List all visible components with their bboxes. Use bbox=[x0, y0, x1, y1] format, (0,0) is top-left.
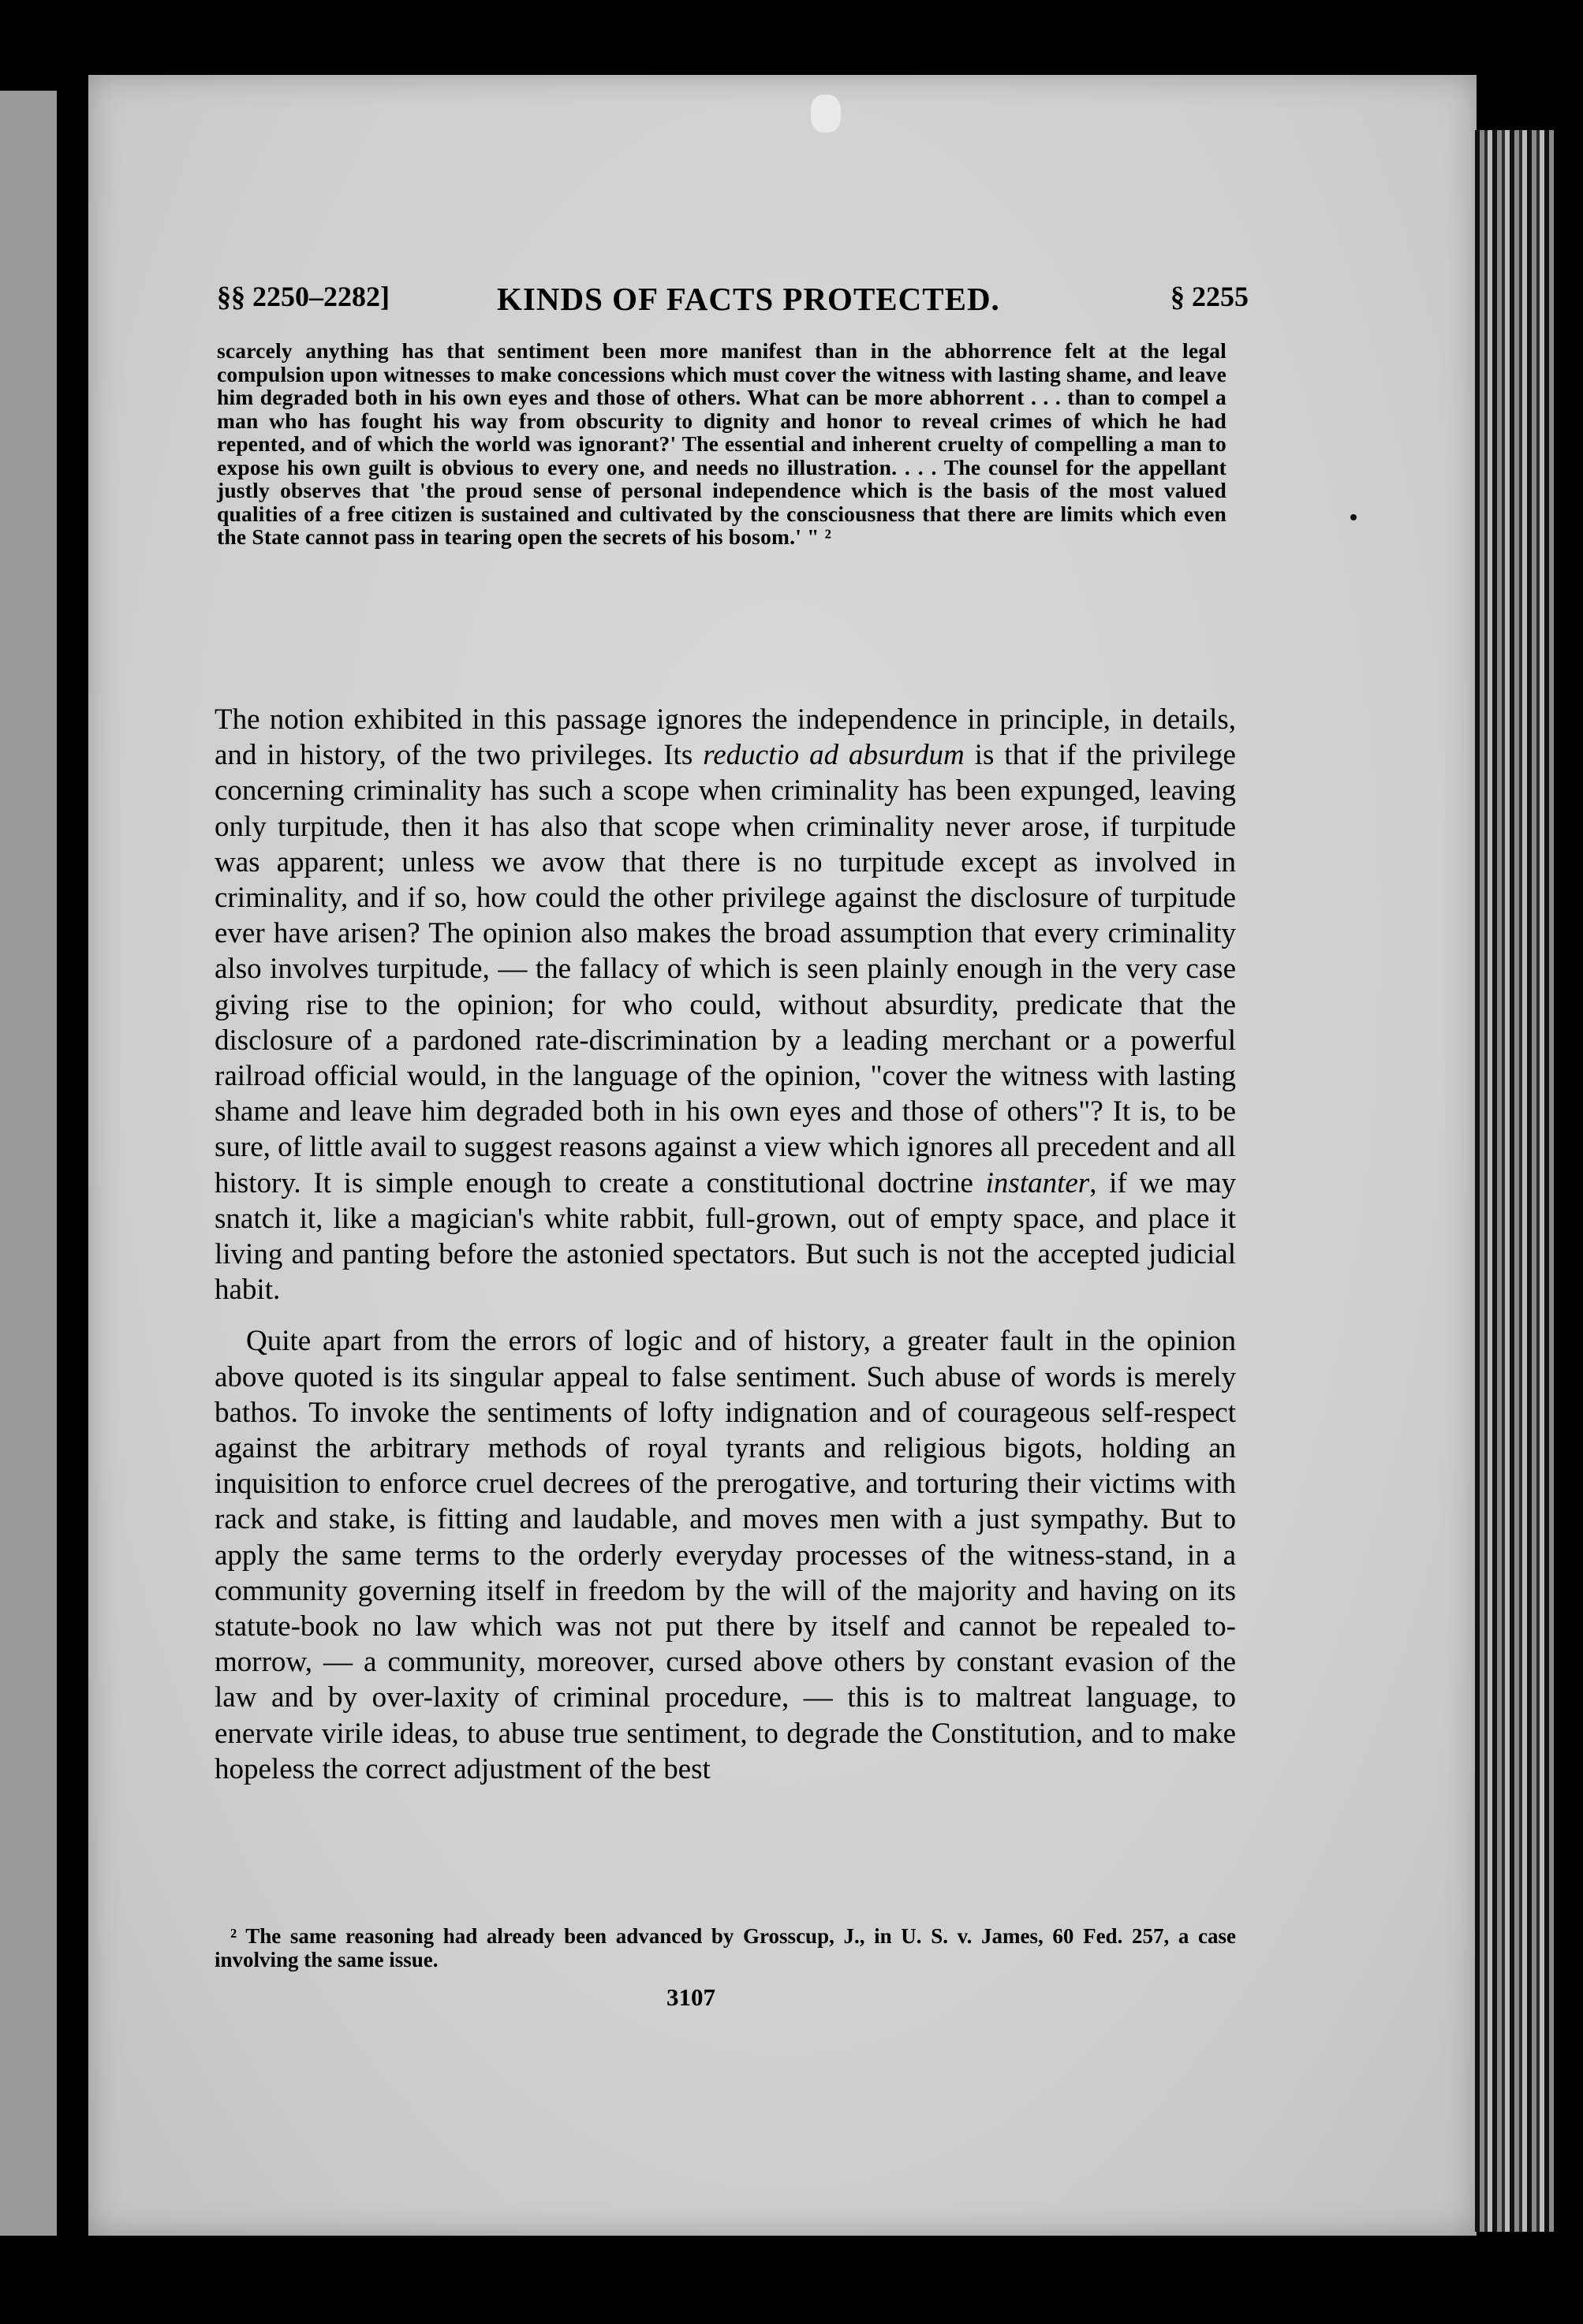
speck bbox=[1350, 514, 1357, 520]
section-number: § 2255 bbox=[1170, 281, 1249, 312]
page-number: 3107 bbox=[666, 1983, 715, 2011]
footnote bbox=[215, 1924, 1236, 1971]
header-title: KINDS OF FACTS PROTECTED. bbox=[497, 281, 1000, 317]
running-header bbox=[217, 280, 1249, 327]
quote-text: scarcely anything has that sentiment been more manifest than in the abhorrence felt at the legal compulsion upon witnesses to make concessions which must cover the witness with lasting shame, and leave him degraded both in his own eyes and those of others. What can be more abhorrent . . . than to compel a man who has fought his way from obscurity to dignity and honor to reveal crimes of which he had repented, and of which the world was ignorant?' The essential and inherent cruelty of compelling a man to expose his own guilt is obvious to every one, and needs no illustration. . . . The counsel for the appellant justly observes that 'the proud sense of personal independence which is the basis of the most valued qualities of a free citizen is sustained and cultivated by the consciousness that there are limits which even the State cannot pass in tearing open the secrets of his bosom.' " ² bbox=[217, 338, 1226, 549]
paper-tab bbox=[811, 95, 841, 132]
section-range: §§ 2250–2282] bbox=[217, 281, 390, 312]
footnote-text: ² The same reasoning had already been advanced by Grosscup, J., in U. S. v. James, 60 Fed. 257, a case involving the same issue. bbox=[215, 1924, 1236, 1971]
block-quote bbox=[217, 339, 1226, 549]
italic-phrase: reductio ad absurdum bbox=[703, 739, 965, 772]
paragraph-1-part-c: , if we may snatch it, like a magician's white rabbit, full-grown, out of empty space, and place it living and panting before the astonied spectators. But such is not the accepted judicial habit. bbox=[215, 1166, 1236, 1307]
paragraph-1-part-a: The notion exhibited in this passage ignores the independence in principle, in details, and in history, of the two privileges. Its bbox=[215, 703, 1236, 772]
paragraph-2: Quite apart from the errors of logic and of history, a greater fault in the opinion above quoted is its singular appeal to false sentiment. Such abuse of words is merely bathos. To invoke the sentiments of lofty indignation and of courageous self-respect against the arbitrary methods of royal tyrants and religious bigots, holding an inquisition to enforce cruel decrees of the prerogative, and torturing their victims with rack and stake, is fitting and laudable, and moves men with a just sympathy. But to apply the same terms to the orderly everyday processes of the witness-stand, in a community governing itself in freedom by the will of the majority and having on its statute-book no law which was not put there by itself and cannot be repealed to-morrow, — a community, moreover, cursed above others by constant evasion of the law and by over-laxity of criminal procedure, — this is to maltreat language, to enervate virile ideas, to abuse true sentiment, to degrade the Constitution, and to make hopeless the correct adjustment of the best bbox=[215, 1325, 1236, 1785]
paragraph-1 bbox=[215, 702, 1236, 1307]
book-edge-pages bbox=[1475, 130, 1554, 2232]
left-page-edge bbox=[0, 91, 57, 2236]
main-text bbox=[215, 702, 1236, 1787]
italic-word: instanter bbox=[985, 1166, 1090, 1199]
paragraph-1-part-b: is that if the privilege concerning criminality has such a scope when criminality has been expunged, leaving only turpitude, then it has also that scope when criminality never arose, if turpitude was apparent; unless we avow that there is no turpitude except as involved in criminality, and if so, how could the other privilege against the disclosure of turpitude ever have arisen? The opinion also makes the broad assumption that every criminality also involves turpitude, — the fallacy of which is seen plainly enough in the very case giving rise to the opinion; for who could, without absurdity, predicate that the disclosure of a pardoned rate-discrimination by a leading merchant or a powerful railroad official would, in the language of the opinion, "cover the witness with lasting shame and leave him degraded both in his own eyes and those of others"? It is, to be sure, of little avail to suggest reasons against a view which ignores all precedent and all history. It is simple enough to create a constitutional doctrine bbox=[215, 739, 1236, 1199]
